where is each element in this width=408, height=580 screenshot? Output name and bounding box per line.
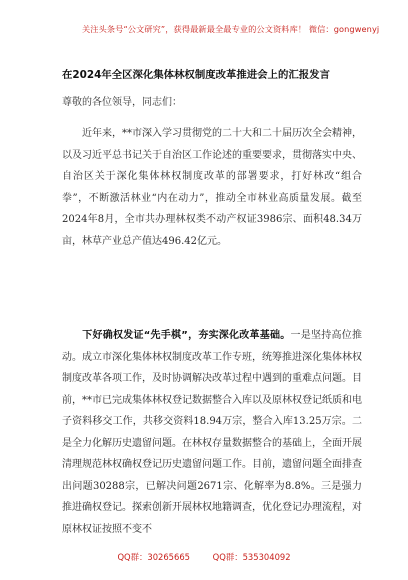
salutation: 尊敬的各位领导，同志们： <box>62 97 182 108</box>
footer <box>0 551 408 563</box>
footer-qq-group-2: QQ群：535304092 <box>212 552 291 562</box>
paragraph-1 <box>62 123 362 252</box>
paragraph-2 <box>62 325 362 540</box>
header-banner: 关注头条号“公文研究”，获得最新最全最专业的公文资料库！ 微信：gongwenyj <box>82 24 380 34</box>
paragraph-1-text: 近年来，**市深入学习贯彻党的二十大和二十届历次全会精神，以及习近平总书记关于自治区工作论述的重要要求，贯彻落实中央、自治区关于深化集体林权制度改革的部署要求，打好林改“组合拳”，不断激活林业“内在动力”，推动全市林业高质量发展。截至2024年8月，全市共办理林权类不动产权证3986宗、面积48.34万亩，林草产业总产值达496.42亿元。 <box>62 128 362 247</box>
paragraph-2-body: 一是坚持高位推动。成立市深化集体林权制度改革工作专班，统筹推进深化集体林权制度改革各项工作，及时协调解决改革过程中遇到的重难点问题。目前，**市已完成集体林权登记数据整合入库以及原林权登记纸质和电子资料移交工作，共移交资料18.94万宗，整合入库13.25万宗。二是全力化解历史遗留问题。在林权存量数据整合的基础上，全面开展清理规范林权确权登记历史遗留问题工作。目前，遗留问题全面排查出问题30288宗，已解决问题2671宗、化解率为8.8%。三是强力推进确权登记。探索创新开展林权地籍调查，优化登记办理流程，对原林权证按照不变不 <box>62 330 362 535</box>
footer-qq-group-1: QQ群：30265665 <box>117 552 190 562</box>
document-title: 在2024年全区深化集体林权制度改革推进会上的汇报发言 <box>62 69 330 81</box>
paragraph-2-lead: 下好确权发证“先手棋”，夯实深化改革基础。 <box>82 330 291 341</box>
